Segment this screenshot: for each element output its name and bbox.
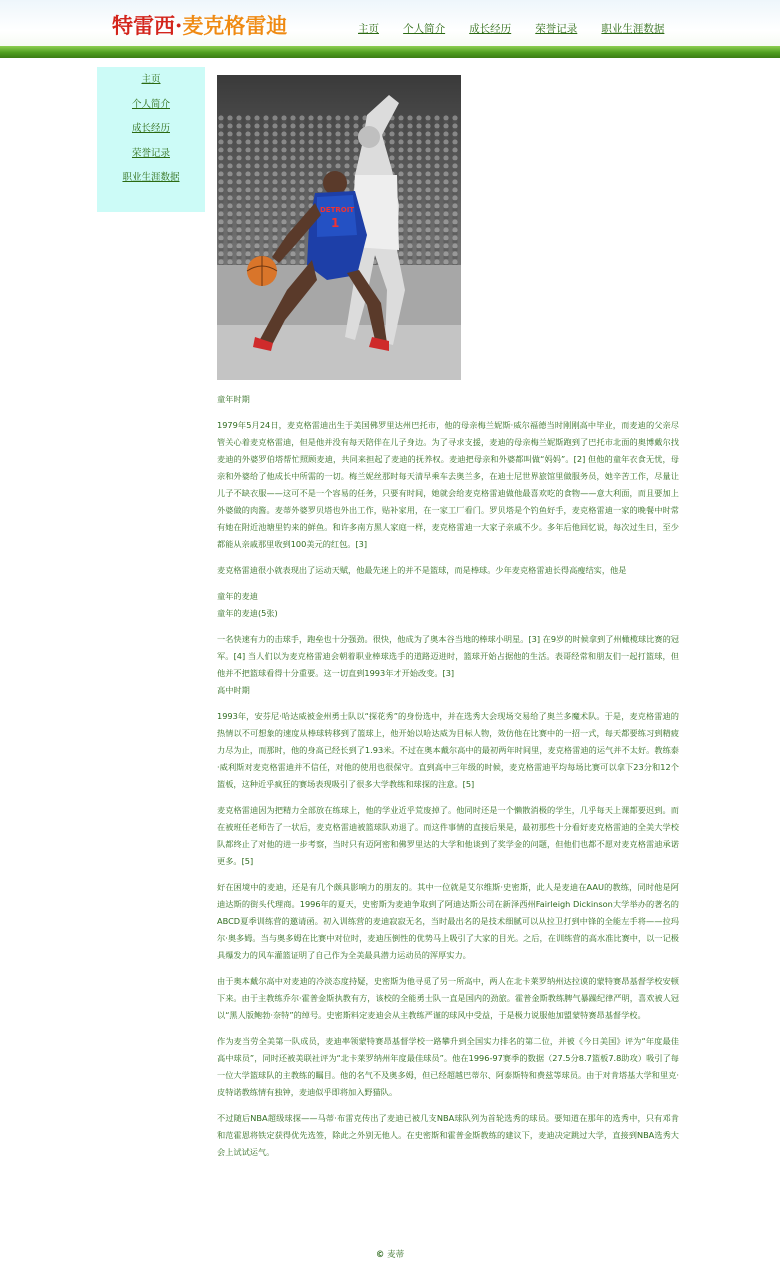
topnav-link-profile[interactable]: 个人简介 xyxy=(403,23,446,35)
logo-name-part2: 麦克格雷迪 xyxy=(182,13,288,38)
sidebar-item-career-stats[interactable]: 职业生涯数据 xyxy=(122,172,180,183)
paragraph: 好在困境中的麦迪，还是有几个颇具影响力的朋友的。其中一位就是艾尔维斯·史密斯，此人是麦迪在AAU的教练，同时他是阿迪达斯的街头代理商。1996年的夏天，史密斯为麦迪争取到了阿迪达斯公司在新泽西州Fairleigh Dickinson大学举办的著名的ABCD夏季训练营的邀请函。初入训练营的麦迪寂寂无名，当时最出名的是技术细腻可以从拉卫打到中锋的全能左手将——拉玛尔·奥多姆。当与奥多姆在比赛中对位时，麦迪压倒性的优势马上吸引了大家的目光。之后，在训练营的高水准比赛中，以一记极具爆发力的风车灌篮证明了自己作为全美最具潜力运动员的浑厚实力。 xyxy=(217,882,679,960)
article-content xyxy=(217,391,679,1170)
paragraph: 不过随后NBA超级球探——马蒂·布雷克传出了麦迪已被几支NBA球队列为首轮选秀的球员。要知道在那年的选秀中，只有邓肯和范霍恩将铁定获得优先选签，除此之外别无他人。在史密斯和霍普金斯教练的建议下，麦迪决定跳过大学，直接到NBA选秀大会上试试运气。 xyxy=(217,1113,679,1157)
topnav-link-career-stats[interactable]: 职业生涯数据 xyxy=(601,23,665,35)
paragraph: 一名快速有力的击球手，跑垒也十分强劲。很快，他成为了奥本谷当地的棒球小明星。[3] 在9岁的时候拿到了州橄榄球比赛的冠军。[4] 当人们以为麦克格雷迪会朝着职业棒球选手的道路迈进时，篮球开始占据他的生活。表哥经常和朋友们一起打篮球，但他并不把篮球看得十分重要。这一切直到1993年才开始改变。[3] xyxy=(217,634,679,678)
paragraph: 作为麦当劳全美第一队成员，麦迪率领蒙特赛昂基督学校一路攀升到全国实力排名的第二位，并被《今日美国》评为“年度最佳高中球员”，同时还被美联社评为“北卡莱罗纳州年度最佳球员”。他在1996-97赛季的数据（27.5分8.7篮板7.8助攻）吸引了每一位大学篮球队的主教练的瞩目。他的名气不及奥多姆，但已经超越巴蒂尔、阿泰斯特和费兹等球员。由于对肯塔基大学和里克·皮特诺教练情有独钟，麦迪似乎即将加入野猫队。 xyxy=(217,1036,679,1097)
section-title-high-school: 高中时期 xyxy=(217,685,250,695)
paragraph: 麦克格雷迪很小就表现出了运动天赋，他最先迷上的并不是篮球，而是棒球。少年麦克格雷迪长得高瘦结实，他是 xyxy=(217,565,627,575)
paragraph: 由于奥本戴尔高中对麦迪的冷淡态度持疑，史密斯为他寻觅了另一所高中，两人在北卡莱罗纳州达拉谟的蒙特赛昂基督学校安顿下来。由于主教练乔尔·霍普金斯执教有方，该校的全能勇士队一直是国内的劲旅。霍普金斯教练脾气暴躁纪律严明，喜欢被人冠以“黑人版鲍勃·奈特”的绰号。史密斯料定麦迪会从主教练严谨的球风中受益，于是极力说服他加盟蒙特赛昂基督学校。 xyxy=(217,976,679,1020)
copyright-icon: © xyxy=(375,1250,385,1260)
paragraph: 1979年5月24日，麦克格雷迪出生于美国佛罗里达州巴托市，他的母亲梅兰妮斯·威尔福德当时刚刚高中毕业，而麦迪的父亲尽管关心着麦克格雷迪，但是他并没有每天陪伴在儿子身边。为了寻求支援，麦迪的母亲梅兰妮斯跑到了巴托市北面的奥博戴尔找麦迪的外婆罗伯塔帮忙照顾麦迪，共同来担起了麦迪的抚养权。麦迪把母亲和外婆都叫做“妈妈”。[2] 但他的童年衣食无忧，母亲和外婆给了他成长中所需的一切。梅兰妮丝那时每天清早乘车去奥兰多，在迪士尼世界旅馆里做服务员，她辛苦工作，尽量让儿子不缺衣服——这可不是一个容易的任务，只要有时间，她就会给麦克格雷迪做他最喜欢吃的食物——意大利面，而且要加上外婆做的肉酱。麦蒂外婆罗贝塔也外出工作，贴补家用，在一家工厂看门。罗贝塔是个钓鱼好手，麦克格雷迪一家的晚餐中时常有她在附近池塘里钓来的鲜鱼。和许多南方黑人家庭一样，麦克格雷迪一大家子亲戚不少。多年后他回忆说，每次过生日，至少都能从亲戚那里收到100美元的红包。[3] xyxy=(217,420,679,549)
header-green-bar xyxy=(0,46,780,58)
gallery-caption[interactable]: 童年的麦迪(5张) xyxy=(217,608,278,618)
section-title-childhood: 童年时期 xyxy=(217,394,250,404)
site-footer xyxy=(0,1248,780,1260)
jersey-number: 1 xyxy=(331,216,340,230)
sidebar-item-growth[interactable]: 成长经历 xyxy=(131,123,170,134)
logo-name-part1: 特雷西· xyxy=(112,13,183,38)
sidebar-item-honors[interactable]: 荣誉记录 xyxy=(131,147,170,159)
player-photo xyxy=(217,75,461,380)
top-navigation xyxy=(358,17,683,36)
sidebar-item-home[interactable]: 主页 xyxy=(141,74,161,85)
topnav-link-honors[interactable]: 荣誉记录 xyxy=(535,23,578,35)
site-logo[interactable] xyxy=(112,10,287,40)
topnav-link-home[interactable]: 主页 xyxy=(358,23,379,35)
paragraph: 1993年，安芬尼·哈达威被金州勇士队以“探花秀”的身份选中，并在选秀大会现场交易给了奥兰多魔术队。于是，麦克格雷迪的热情以不可想象的速度从棒球转移到了篮球上，他开始以哈达威为目标人物，效仿他在比赛中的一招一式，每天都要练习到精疲力尽为止，而那时，他的身高已经长到了1.93米。不过在奥本戴尔高中的最初两年时间里，麦克格雷迪的运气并不太好。教练泰·威利斯对麦克格雷迪并不信任，对他的使用也很保守。直到高中三年级的时候，麦克格雷迪平均每场比赛可以拿下23分和12个篮板，这种近乎疯狂的赛场表现吸引了很多大学教练和球探的注意。[5] xyxy=(217,711,679,789)
sidebar xyxy=(97,67,205,212)
section-title-young-mcgrady: 童年的麦迪 xyxy=(217,591,258,601)
sidebar-item-profile[interactable]: 个人简介 xyxy=(131,98,170,110)
footer-text: 麦蒂 xyxy=(387,1250,405,1260)
paragraph: 麦克格雷迪因为把精力全部放在练球上，他的学业近乎荒废掉了。他同时还是一个懒散消极的学生，几乎每天上课都要迟到。而在被班任老师告了一状后，麦克格雷迪被篮球队劝退了。而这件事情的直接后果是，最初那些十分看好麦克格雷迪的全美大学校队都终止了对他的进一步考察，当时只有迈阿密和佛罗里达的大学和他谈到了奖学金的问题，但他们也都不愿对麦克格雷迪承诺更多。[5] xyxy=(217,805,679,866)
topnav-link-growth[interactable]: 成长经历 xyxy=(469,23,512,35)
jersey-text: DETROIT xyxy=(320,206,355,214)
basketball-player-photo-icon xyxy=(217,75,461,380)
